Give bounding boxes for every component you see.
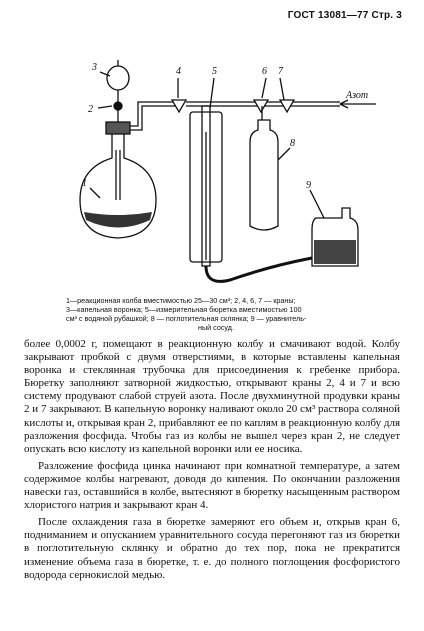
paragraph: После охлаждения газа в бюретке замеряют его объем и, открыв кран 6, подниманием и опусканием уравнительного сосуда перегоняют газ из бюретки в поглотительную склянку и обратно до тех пор, пока не прекратится изменение объема газа в бюретке, т. е. до полного поглощения фосфористого водорода сернокислой медью. — [24, 516, 400, 581]
page-header: ГОСТ 13081—77 Стр. 3 — [287, 10, 402, 21]
dropping-funnel — [107, 66, 129, 90]
label-5: 5 — [212, 66, 217, 77]
absorption-vessel — [250, 120, 278, 230]
body-text — [24, 338, 400, 582]
label-9: 9 — [306, 180, 311, 191]
caption-line: ный сосуд. — [198, 323, 234, 332]
label-4: 4 — [176, 66, 181, 77]
nitrogen-label: Азот — [346, 90, 369, 101]
figure-caption — [66, 296, 366, 332]
label-1: 1 — [82, 178, 87, 189]
label-8: 8 — [290, 138, 295, 149]
stopcock-2 — [114, 102, 122, 110]
label-2: 2 — [88, 104, 93, 115]
paragraph: Разложение фосфида цинка начинают при комнатной температуре, а затем содержимое колбы нагревают, доводя до кипения. По окончании разложения навески газ, оставшийся в колбе, вытесняют в бюретку насыщенным раствором хлористого натрия и закрывают кран 4. — [24, 459, 400, 512]
caption-line: см³ с водяной рубашкой; 8 — поглотительная склянка; 9 — уравнитель- — [66, 314, 307, 323]
paragraph: более 0,0002 г, помещают в реакционную колбу и смачивают водой. Колбу закрывают пробкой с двумя отверстиями, в которые вставлены капельная воронка и стеклянная трубочка для присоединения к гребенке прибора. Бюретку заполняют затворной жидкостью, открывают краны 2, 4 и 7 и всю систему продувают слабой струей азота. После двухминутной продувки краны 2 и 7 закрывают. В капельную воронку наливают около 20 см³ раствора соляной кислоты и, открывая кран 2, прибавляют ее по каплям в реакционную колбу для разложения фосфида. Чтобы газ из колбы не вышел через кран 2, не следует опускать всю кислоту из капельной воронки или ее носика. — [24, 338, 400, 455]
label-3: 3 — [92, 62, 97, 73]
apparatus-diagram — [0, 40, 424, 290]
label-7: 7 — [278, 66, 283, 77]
caption-line: 1—реакционная колба вместимостью 25—30 см³; 2, 4, 6, 7 — краны; — [66, 296, 296, 305]
label-6: 6 — [262, 66, 267, 77]
caption-line: 3—капельная воронка; 5—измерительная бюретка вместимостью 100 — [66, 305, 302, 314]
